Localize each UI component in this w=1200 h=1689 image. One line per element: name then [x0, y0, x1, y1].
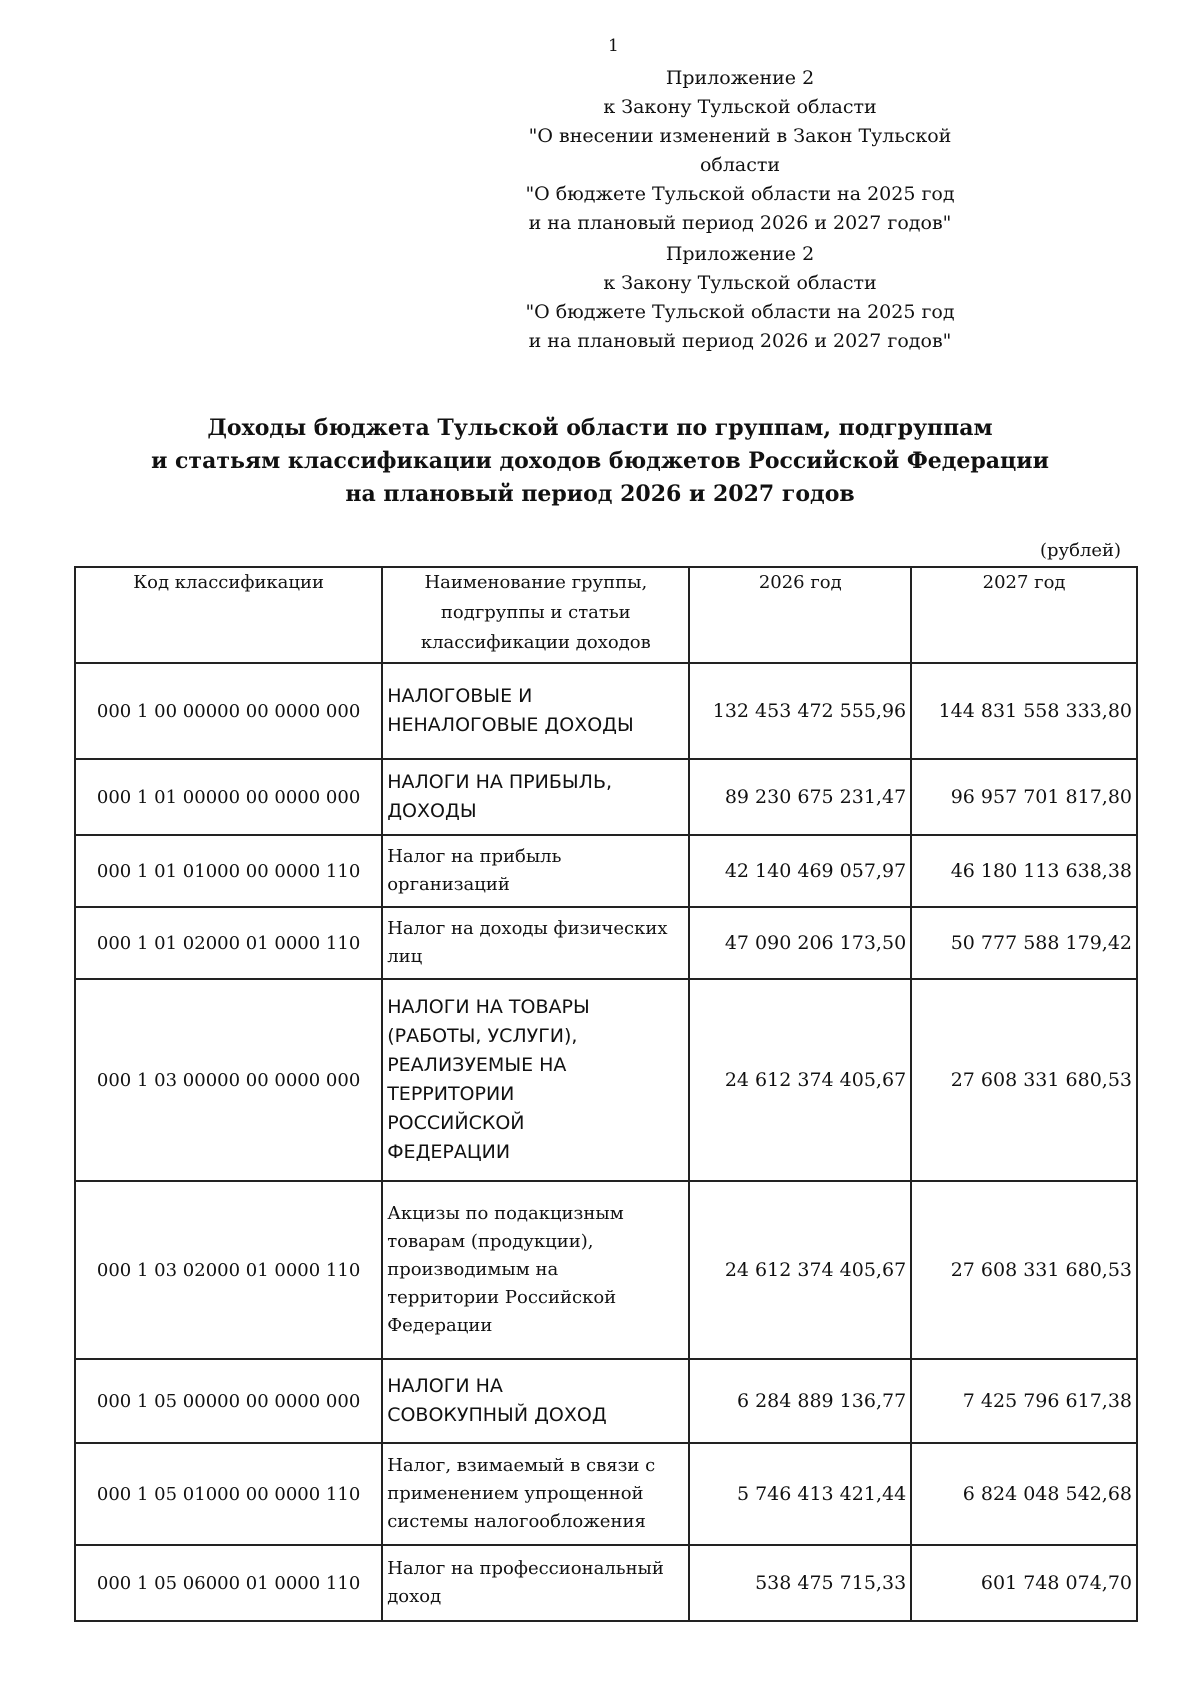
- cell-2027: 144 831 558 333,80: [911, 663, 1137, 759]
- table-header-row: [75, 567, 1137, 663]
- name-line: НАЛОГИ НА: [387, 1375, 503, 1397]
- cell-code: 000 1 03 00000 00 0000 000: [75, 979, 382, 1181]
- name-line: РОССИЙСКОЙ: [387, 1112, 525, 1134]
- name-line: НАЛОГИ НА ТОВАРЫ: [387, 996, 590, 1018]
- header-name: [382, 567, 689, 663]
- name-line: лиц: [387, 946, 423, 967]
- name-line: (РАБОТЫ, УСЛУГИ),: [387, 1025, 578, 1047]
- cell-2026: 24 612 374 405,67: [689, 1181, 911, 1359]
- cell-2027: 6 824 048 542,68: [911, 1443, 1137, 1545]
- cell-2026: 24 612 374 405,67: [689, 979, 911, 1181]
- name-line: применением упрощенной: [387, 1483, 644, 1504]
- cell-2027: 7 425 796 617,38: [911, 1359, 1137, 1443]
- cell-code: 000 1 00 00000 00 0000 000: [75, 663, 382, 759]
- name-line: территории Российской: [387, 1287, 617, 1308]
- title-line: на плановый период 2026 и 2027 годов: [345, 481, 855, 507]
- table-row: [75, 1443, 1137, 1545]
- name-line: товарам (продукции),: [387, 1231, 594, 1252]
- appendix-line: "О бюджете Тульской области на 2025 год: [525, 301, 955, 323]
- cell-2027: 46 180 113 638,38: [911, 835, 1137, 907]
- table-row: [75, 979, 1137, 1181]
- name-line: НЕНАЛОГОВЫЕ ДОХОДЫ: [387, 714, 634, 736]
- name-line: доход: [387, 1586, 442, 1607]
- appendix-line: "О бюджете Тульской области на 2025 год: [525, 183, 955, 205]
- name-line: Федерации: [387, 1315, 493, 1336]
- name-line: системы налогообложения: [387, 1511, 646, 1532]
- cell-2026: 538 475 715,33: [689, 1545, 911, 1621]
- table-row: [75, 663, 1137, 759]
- header-name-line: подгруппы и статьи: [440, 602, 631, 623]
- cell-name: [382, 1359, 689, 1443]
- table-row: [75, 1181, 1137, 1359]
- document-title: [100, 412, 1100, 511]
- cell-name: [382, 1181, 689, 1359]
- cell-code: 000 1 03 02000 01 0000 110: [75, 1181, 382, 1359]
- cell-code: 000 1 01 00000 00 0000 000: [75, 759, 382, 835]
- name-line: СОВОКУПНЫЙ ДОХОД: [387, 1404, 607, 1426]
- name-line: Налог на прибыль: [387, 846, 562, 867]
- cell-name: [382, 1545, 689, 1621]
- page-number: 1: [608, 36, 619, 56]
- appendix-line: к Закону Тульской области: [603, 96, 877, 118]
- table-row: [75, 1545, 1137, 1621]
- cell-code: 000 1 01 02000 01 0000 110: [75, 907, 382, 979]
- appendix-header-original: [490, 240, 990, 356]
- income-table: [74, 566, 1138, 1622]
- header-2026: 2026 год: [689, 567, 911, 663]
- cell-2026: 132 453 472 555,96: [689, 663, 911, 759]
- cell-2027: 27 608 331 680,53: [911, 979, 1137, 1181]
- name-line: Акцизы по подакцизным: [387, 1203, 624, 1224]
- appendix-line: "О внесении изменений в Закон Тульской области: [528, 125, 952, 176]
- name-line: производимым на: [387, 1259, 559, 1280]
- header-name-line: Наименование группы,: [424, 572, 648, 593]
- cell-2026: 42 140 469 057,97: [689, 835, 911, 907]
- appendix-line: к Закону Тульской области: [603, 272, 877, 294]
- appendix-line: Приложение 2: [665, 67, 815, 89]
- appendix-line: и на плановый период 2026 и 2027 годов": [528, 212, 952, 234]
- table-row: [75, 1359, 1137, 1443]
- appendix-line: и на плановый период 2026 и 2027 годов": [528, 330, 952, 352]
- cell-2027: 27 608 331 680,53: [911, 1181, 1137, 1359]
- cell-code: 000 1 05 00000 00 0000 000: [75, 1359, 382, 1443]
- cell-name: [382, 835, 689, 907]
- header-2027: 2027 год: [911, 567, 1137, 663]
- table-row: [75, 907, 1137, 979]
- cell-name: [382, 663, 689, 759]
- cell-name: [382, 759, 689, 835]
- cell-code: 000 1 05 06000 01 0000 110: [75, 1545, 382, 1621]
- appendix-header-current: [490, 64, 990, 238]
- cell-2026: 89 230 675 231,47: [689, 759, 911, 835]
- cell-2026: 47 090 206 173,50: [689, 907, 911, 979]
- cell-name: [382, 979, 689, 1181]
- name-line: ФЕДЕРАЦИИ: [387, 1141, 511, 1163]
- cell-2026: 5 746 413 421,44: [689, 1443, 911, 1545]
- table-row: [75, 835, 1137, 907]
- name-line: организаций: [387, 874, 510, 895]
- cell-2027: 50 777 588 179,42: [911, 907, 1137, 979]
- appendix-line: Приложение 2: [665, 243, 815, 265]
- name-line: РЕАЛИЗУЕМЫЕ НА: [387, 1054, 567, 1076]
- title-line: Доходы бюджета Тульской области по группам, подгруппам: [207, 415, 993, 441]
- cell-2027: 96 957 701 817,80: [911, 759, 1137, 835]
- name-line: ТЕРРИТОРИИ: [387, 1083, 515, 1105]
- cell-2026: 6 284 889 136,77: [689, 1359, 911, 1443]
- name-line: Налог на профессиональный: [387, 1558, 664, 1579]
- units-label: (рублей): [1040, 540, 1122, 561]
- cell-code: 000 1 05 01000 00 0000 110: [75, 1443, 382, 1545]
- name-line: ДОХОДЫ: [387, 800, 477, 822]
- header-code: Код классификации: [75, 567, 382, 663]
- name-line: НАЛОГОВЫЕ И: [387, 685, 533, 707]
- header-name-line: классификации доходов: [420, 632, 651, 653]
- cell-name: [382, 907, 689, 979]
- cell-2027: 601 748 074,70: [911, 1545, 1137, 1621]
- name-line: Налог, взимаемый в связи с: [387, 1455, 656, 1476]
- title-line: и статьям классификации доходов бюджетов Российской Федерации: [151, 448, 1049, 474]
- cell-code: 000 1 01 01000 00 0000 110: [75, 835, 382, 907]
- cell-name: [382, 1443, 689, 1545]
- table-row: [75, 759, 1137, 835]
- name-line: НАЛОГИ НА ПРИБЫЛЬ,: [387, 771, 613, 793]
- name-line: Налог на доходы физических: [387, 918, 668, 939]
